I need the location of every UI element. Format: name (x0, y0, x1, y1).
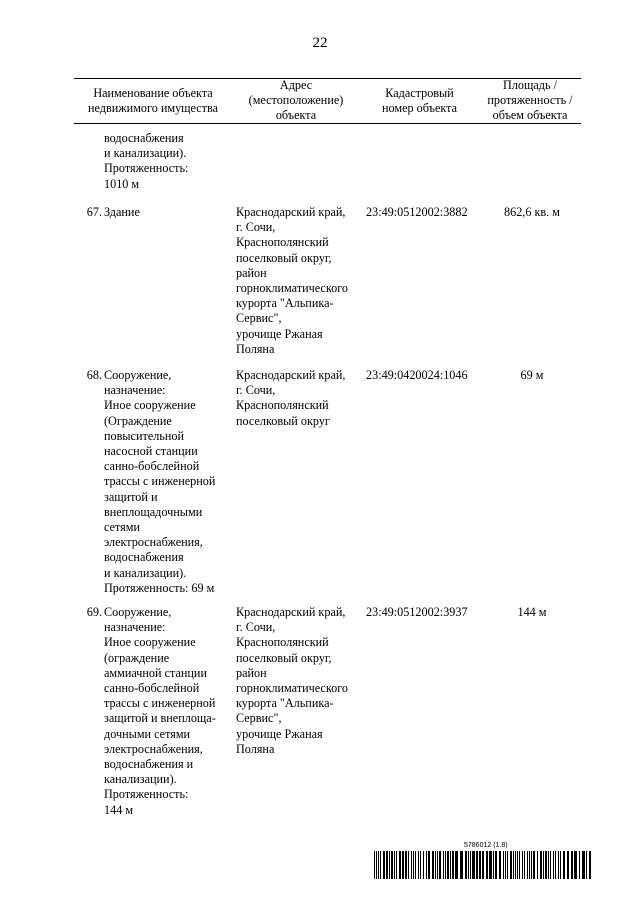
row-number: 69. (86, 605, 102, 619)
row-name: Сооружение, назначение: Иное сооружение (Ограждение повысительной насосной станции санно-бобслейной трассы с инженерной защитой и внеплощадочными сетями электроснабжения, водоснабжения и канализации). Протяженность: 69 м (104, 368, 216, 595)
row-number: 68. (86, 368, 102, 382)
row-cadastral: 23:49:0420024:1046 (366, 368, 468, 382)
row-cadastral: 23:49:0512002:3937 (366, 605, 468, 619)
row-area: 69 м (520, 368, 544, 382)
row-address: Краснодарский край, г. Сочи, Краснополянский поселковый округ, район горноклиматического курорта "Альпика- Сервис", урочище Ржаная Поляна (236, 205, 349, 356)
row-name: Здание (104, 205, 140, 219)
page-number: 22 (312, 35, 328, 51)
column-header-name: Наименование объекта недвижимого имущества (88, 86, 218, 115)
row-address: Краснодарский край, г. Сочи, Краснополянский поселковый округ (236, 368, 346, 428)
row-name: Сооружение, назначение: Иное сооружение (ограждение аммиачной станции санно-бобслейной трассы с инженерной защитой и внеплоща- дочными сетями электроснабжения, водоснабжения и канализации). Протяженность: 144 м (104, 605, 216, 817)
row-cadastral: 23:49:0512002:3882 (366, 205, 468, 219)
row-area: 862,6 кв. м (504, 205, 560, 219)
row-name: водоснабжения и канализации). Протяженность: 1010 м (104, 131, 189, 191)
barcode-image (374, 851, 594, 879)
column-header-address: Адрес (местоположение) объекта (248, 78, 344, 122)
row-number: 67. (86, 205, 102, 219)
column-header-area: Площадь / протяженность / объем объекта (487, 78, 573, 122)
row-area: 144 м (517, 605, 547, 619)
table-header-bottom-rule (74, 123, 581, 124)
barcode-caption: 5786012 (1.8) (464, 842, 508, 849)
row-address: Краснодарский край, г. Сочи, Краснополянский поселковый округ, район горноклиматического курорта "Альпика- Сервис", урочище Ржаная Поляна (236, 605, 349, 756)
column-header-cadastral: Кадастровый номер объекта (382, 86, 457, 115)
